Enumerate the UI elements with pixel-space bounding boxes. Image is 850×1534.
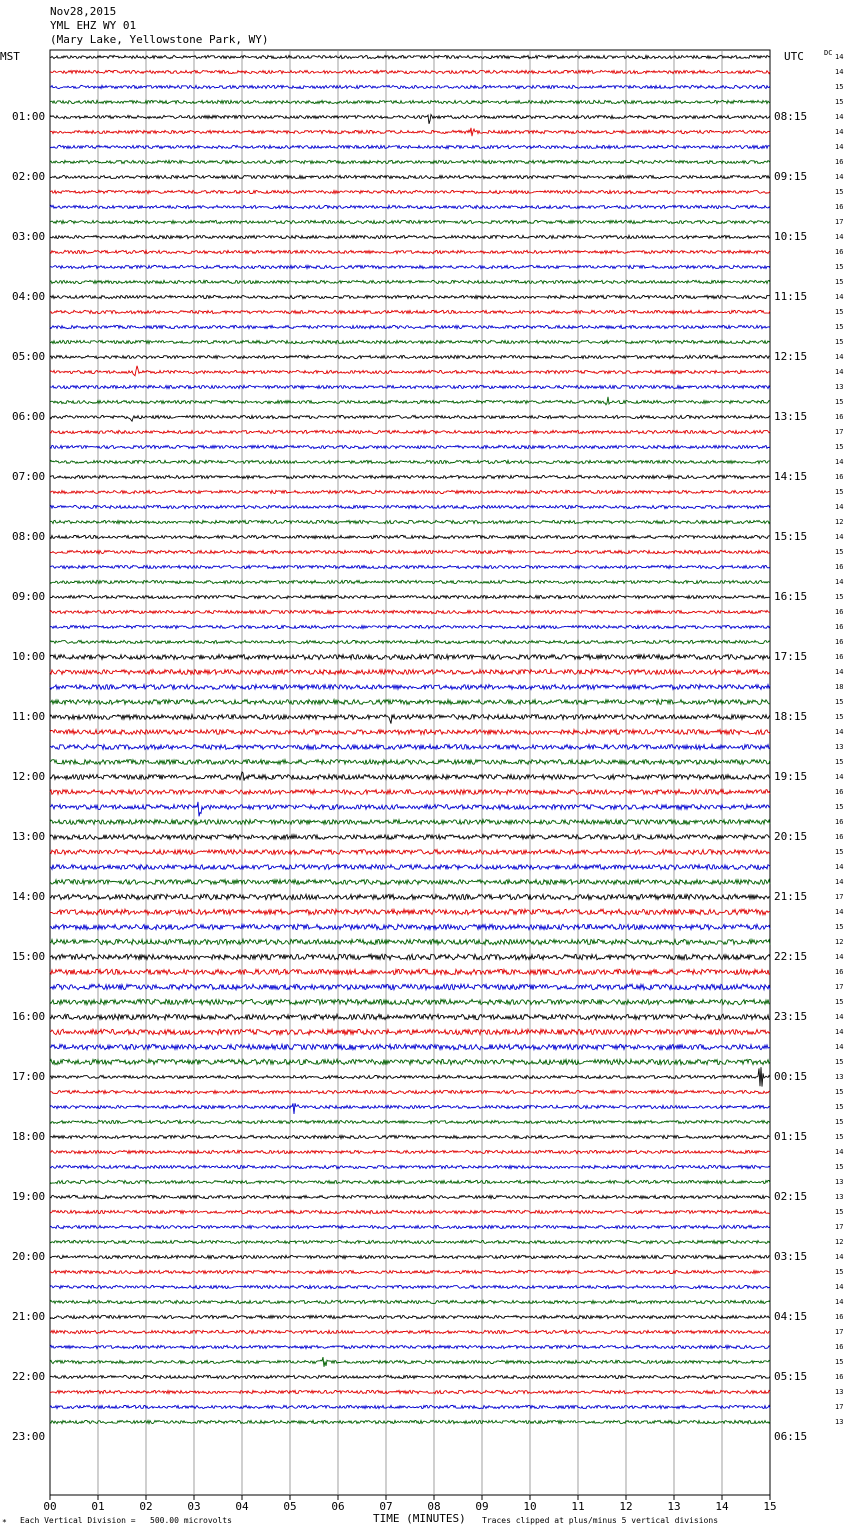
seismic-trace-14 [50, 265, 770, 268]
seismic-trace-28 [50, 475, 770, 478]
seismic-trace-74 [50, 1165, 770, 1168]
left-hour-label: 21:00 [12, 1310, 46, 1323]
right-hour-label: 22:15 [774, 950, 808, 963]
seismic-trace-85 [50, 1330, 770, 1333]
dc-offset-label: 15 [835, 698, 844, 706]
x-tick-label: 15 [763, 1500, 777, 1513]
seismic-trace-45 [50, 730, 770, 735]
right-timezone-label: UTC [784, 50, 804, 63]
dc-offset-label: 15 [835, 263, 844, 271]
seismic-trace-13 [50, 250, 770, 253]
dc-offset-label: 15 [835, 188, 844, 196]
seismic-trace-46 [50, 745, 770, 750]
seismic-trace-80 [50, 1255, 770, 1258]
seismic-trace-77 [50, 1210, 770, 1213]
seismic-trace-43 [50, 700, 770, 705]
x-tick-label: 04 [235, 1500, 249, 1513]
dc-offset-label: 16 [835, 608, 844, 616]
left-hour-label: 20:00 [12, 1250, 46, 1263]
right-hour-label: 19:15 [774, 770, 808, 783]
dc-offset-label: 16 [835, 563, 844, 571]
left-hour-label: 18:00 [12, 1130, 46, 1143]
dc-offset-label: 16 [835, 158, 844, 166]
left-hour-label: 22:00 [12, 1370, 46, 1383]
dc-offset-label: 14 [835, 1013, 844, 1021]
seismic-trace-66 [50, 1044, 770, 1049]
dc-offset-label: 15 [835, 1358, 844, 1366]
dc-offset-label: 15 [835, 443, 844, 451]
dc-offset-label: 15 [835, 1103, 844, 1111]
dc-offset-label: 17 [835, 893, 844, 901]
dc-offset-label: 14 [835, 1283, 844, 1291]
scale-note: Each Vertical Division = 500.00 microvolts [20, 1516, 232, 1525]
dc-offset-label: 14 [835, 353, 844, 361]
dc-offset-label: 14 [835, 578, 844, 586]
right-hour-label: 01:15 [774, 1130, 808, 1143]
dc-offset-label: 13 [835, 1178, 844, 1186]
seismic-trace-16 [50, 295, 770, 298]
seismic-trace-88 [50, 1375, 770, 1378]
seismic-trace-84 [50, 1315, 770, 1318]
dc-offset-label: 16 [835, 1343, 844, 1351]
seismic-trace-61 [50, 969, 770, 974]
dc-offset-label: 14 [835, 953, 844, 961]
station-location: (Mary Lake, Yellowstone Park, WY) [50, 33, 269, 46]
dc-offset-label: 15 [835, 848, 844, 856]
seismic-trace-50 [50, 802, 770, 817]
dc-offset-label: 13 [835, 743, 844, 751]
seismic-trace-2 [50, 85, 770, 88]
seismic-trace-60 [50, 954, 770, 959]
right-hour-label: 11:15 [774, 290, 808, 303]
right-hour-label: 14:15 [774, 470, 808, 483]
seismic-trace-40 [50, 655, 770, 660]
left-hour-label: 15:00 [12, 950, 46, 963]
seismic-trace-18 [50, 325, 770, 328]
right-hour-label: 21:15 [774, 890, 808, 903]
seismic-trace-5 [50, 128, 770, 136]
dc-offset-label: 14 [835, 878, 844, 886]
left-hour-label: 12:00 [12, 770, 46, 783]
left-hour-label: 13:00 [12, 830, 46, 843]
seismic-trace-17 [50, 310, 770, 313]
x-tick-label: 02 [139, 1500, 153, 1513]
right-hour-label: 03:15 [774, 1250, 808, 1263]
dc-offset-label: 15 [835, 1118, 844, 1126]
x-tick-label: 13 [667, 1500, 681, 1513]
dc-offset-label: 15 [835, 1208, 844, 1216]
seismic-trace-34 [50, 565, 770, 568]
seismic-trace-21 [50, 366, 770, 376]
station-code: YML EHZ WY 01 [50, 19, 137, 32]
seismic-trace-58 [50, 924, 770, 929]
right-hour-label: 18:15 [774, 710, 808, 723]
left-timezone-label: MST [0, 50, 20, 63]
dc-offset-label: 15 [835, 83, 844, 91]
seismic-trace-71 [50, 1120, 770, 1123]
left-hour-label: 16:00 [12, 1010, 46, 1023]
right-hour-label: 16:15 [774, 590, 808, 603]
seismic-trace-4 [50, 115, 770, 124]
dc-offset-label: 14 [835, 1298, 844, 1306]
seismic-trace-30 [50, 505, 770, 508]
dc-offset-label: 16 [835, 833, 844, 841]
dc-offset-label: 15 [835, 548, 844, 556]
left-hour-label: 03:00 [12, 230, 46, 243]
dc-offset-label: 15 [835, 923, 844, 931]
x-tick-label: 03 [187, 1500, 201, 1513]
x-axis [43, 1495, 776, 1513]
seismic-trace-27 [50, 460, 770, 463]
dc-offset-label: 14 [835, 908, 844, 916]
seismic-trace-56 [50, 894, 770, 899]
left-hour-label: 08:00 [12, 530, 46, 543]
seismic-trace-72 [50, 1135, 770, 1138]
seismic-trace-91 [50, 1420, 770, 1423]
left-hour-label: 09:00 [12, 590, 46, 603]
seismic-trace-25 [50, 430, 770, 433]
seismic-trace-86 [50, 1345, 770, 1348]
dc-offset-label: 14 [835, 113, 844, 121]
dc-offset-label: 14 [835, 1028, 844, 1036]
seismic-trace-8 [50, 175, 770, 178]
seismic-trace-37 [50, 610, 770, 613]
dc-offset-label: 16 [835, 1373, 844, 1381]
seismic-trace-7 [50, 160, 770, 163]
dc-offset-label: 14 [835, 293, 844, 301]
dc-offset-label: 16 [835, 653, 844, 661]
dc-offset-label: 15 [835, 1163, 844, 1171]
dc-offset-label: 17 [835, 428, 844, 436]
seismic-trace-67 [50, 1059, 770, 1064]
dc-offset-label: 14 [835, 773, 844, 781]
seismic-trace-38 [50, 625, 770, 628]
left-hour-label: 05:00 [12, 350, 46, 363]
seismic-trace-63 [50, 999, 770, 1004]
dc-offset-label: 14 [835, 68, 844, 76]
x-tick-label: 01 [91, 1500, 105, 1513]
dc-offset-label: 15 [835, 308, 844, 316]
seismic-trace-49 [50, 790, 770, 795]
left-hour-label: 11:00 [12, 710, 46, 723]
seismic-trace-0 [50, 55, 770, 58]
dc-offset-label: 15 [835, 998, 844, 1006]
x-tick-label: 05 [283, 1500, 297, 1513]
seismic-trace-44 [50, 715, 770, 724]
right-hour-label: 06:15 [774, 1430, 808, 1443]
x-tick-label: 08 [427, 1500, 441, 1513]
right-hour-label: 05:15 [774, 1370, 808, 1383]
seismic-trace-9 [50, 190, 770, 193]
seismic-trace-6 [50, 145, 770, 148]
x-axis-label: TIME (MINUTES) [373, 1512, 466, 1525]
seismic-trace-89 [50, 1390, 770, 1393]
seismic-trace-62 [50, 984, 770, 989]
seismic-trace-15 [50, 280, 770, 283]
left-hour-label: 04:00 [12, 290, 46, 303]
dc-offset-label: 14 [835, 1043, 844, 1051]
dc-offset-label: 16 [835, 473, 844, 481]
dc-offset-label: 15 [835, 488, 844, 496]
seismic-trace-73 [50, 1150, 770, 1153]
seismic-trace-12 [50, 235, 770, 238]
seismic-trace-79 [50, 1240, 770, 1243]
seismic-trace-87 [50, 1357, 770, 1367]
seismic-trace-32 [50, 535, 770, 538]
dc-offset-label: 14 [835, 128, 844, 136]
seismic-trace-57 [50, 909, 770, 914]
x-tick-label: 12 [619, 1500, 633, 1513]
dc-offset-label: 17 [835, 218, 844, 226]
left-hour-label: 01:00 [12, 110, 46, 123]
seismic-trace-90 [50, 1405, 770, 1408]
dc-offset-label: 14 [835, 728, 844, 736]
dc-offset-label: 13 [835, 1073, 844, 1081]
dc-offset-label: 14 [835, 668, 844, 676]
seismic-trace-39 [50, 640, 770, 643]
dc-offset-label: 14 [835, 1253, 844, 1261]
right-hour-label: 00:15 [774, 1070, 808, 1083]
dc-offset-label: 14 [835, 1148, 844, 1156]
left-hour-label: 02:00 [12, 170, 46, 183]
seismic-trace-65 [50, 1029, 770, 1034]
dc-offset-label: 14 [835, 533, 844, 541]
plot-date: Nov28,2015 [50, 5, 117, 18]
left-hour-label: 23:00 [12, 1430, 46, 1443]
left-hour-label: 06:00 [12, 410, 46, 423]
right-hour-label: 12:15 [774, 350, 808, 363]
seismic-traces [50, 55, 770, 1423]
seismic-trace-69 [50, 1090, 770, 1093]
clip-note: Traces clipped at plus/minus 5 vertical divisions [482, 1516, 719, 1525]
dc-offset-label: 15 [835, 758, 844, 766]
seismic-trace-51 [50, 820, 770, 825]
x-tick-label: 10 [523, 1500, 537, 1513]
seismic-trace-54 [50, 865, 770, 870]
seismic-trace-59 [50, 939, 770, 944]
dc-offset-label: 16 [835, 638, 844, 646]
right-hour-label: 02:15 [774, 1190, 808, 1203]
dc-offset-label: 18 [835, 683, 844, 691]
seismic-trace-23 [50, 397, 770, 405]
dc-offset-label: 14 [835, 458, 844, 466]
seismic-trace-26 [50, 445, 770, 448]
seismic-trace-31 [50, 520, 770, 523]
seismic-trace-83 [50, 1300, 770, 1303]
x-tick-label: 07 [379, 1500, 393, 1513]
x-tick-label: 09 [475, 1500, 489, 1513]
dc-offset-label: 14 [835, 863, 844, 871]
seismic-trace-42 [50, 685, 770, 690]
seismic-trace-3 [50, 100, 770, 103]
seismic-trace-70 [50, 1103, 770, 1114]
x-tick-label: 00 [43, 1500, 57, 1513]
right-hour-label: 13:15 [774, 410, 808, 423]
seismic-trace-82 [50, 1285, 770, 1288]
dc-offset-label: 17 [835, 1403, 844, 1411]
seismic-trace-41 [50, 670, 770, 675]
footer-mark: * [2, 1518, 7, 1527]
dc-offset-label: 12 [835, 1238, 844, 1246]
seismic-trace-64 [50, 1014, 770, 1019]
dc-offset-label: 13 [835, 383, 844, 391]
dc-offset-label: 15 [835, 338, 844, 346]
dc-offset-label: 13 [835, 1193, 844, 1201]
seismic-trace-68 [50, 1067, 770, 1086]
seismic-trace-75 [50, 1180, 770, 1183]
dc-offset-label: 13 [835, 1388, 844, 1396]
seismic-trace-48 [50, 772, 770, 781]
seismic-trace-47 [50, 760, 770, 765]
seismic-trace-19 [50, 340, 770, 343]
dc-offset-label: 15 [835, 1058, 844, 1066]
right-hour-label: 08:15 [774, 110, 808, 123]
seismic-trace-33 [50, 550, 770, 553]
seismic-trace-1 [50, 70, 770, 73]
dc-offset-label: 14 [835, 53, 844, 61]
dc-offset-label: 14 [835, 233, 844, 241]
dc-offset-label: 15 [835, 98, 844, 106]
seismic-trace-24 [50, 415, 770, 421]
dc-offset-label: 16 [835, 818, 844, 826]
seismic-trace-20 [50, 355, 770, 358]
dc-offset-label: 16 [835, 248, 844, 256]
dc-offset-label: 15 [835, 1268, 844, 1276]
seismic-trace-53 [50, 850, 770, 855]
right-hour-label: 10:15 [774, 230, 808, 243]
seismic-trace-22 [50, 385, 770, 388]
dc-offset-label: 15 [835, 713, 844, 721]
seismic-trace-29 [50, 490, 770, 493]
dc-offset-label: 16 [835, 788, 844, 796]
right-hour-label: 04:15 [774, 1310, 808, 1323]
left-hour-label: 07:00 [12, 470, 46, 483]
seismic-trace-81 [50, 1270, 770, 1273]
right-hour-label: 09:15 [774, 170, 808, 183]
dc-offset-label: 15 [835, 323, 844, 331]
seismic-trace-52 [50, 835, 770, 840]
dc-offset-label: 16 [835, 623, 844, 631]
dc-offset-label: 16 [835, 203, 844, 211]
dc-offset-label: 14 [835, 143, 844, 151]
dc-offset-label: 16 [835, 968, 844, 976]
seismic-trace-78 [50, 1225, 770, 1228]
seismic-trace-55 [50, 880, 770, 885]
dc-offset-label: 14 [835, 503, 844, 511]
left-hour-label: 14:00 [12, 890, 46, 903]
dc-offset-label: 14 [835, 173, 844, 181]
left-hour-label: 10:00 [12, 650, 46, 663]
right-hour-label: 17:15 [774, 650, 808, 663]
seismic-trace-76 [50, 1195, 770, 1198]
dc-offset-label: 12 [835, 938, 844, 946]
left-hour-label: 19:00 [12, 1190, 46, 1203]
seismic-trace-36 [50, 595, 770, 598]
left-hour-label: 17:00 [12, 1070, 46, 1083]
dc-offset-label: 15 [835, 398, 844, 406]
dc-offset-label: 15 [835, 593, 844, 601]
right-hour-label: 23:15 [774, 1010, 808, 1023]
x-tick-label: 11 [571, 1500, 585, 1513]
dc-offset-label: 15 [835, 1133, 844, 1141]
x-tick-label: 06 [331, 1500, 345, 1513]
dc-offset-label: 16 [835, 1313, 844, 1321]
right-hour-label: 15:15 [774, 530, 808, 543]
seismic-trace-10 [50, 205, 770, 208]
dc-offset-label: 12 [835, 518, 844, 526]
dc-offset-label: 17 [835, 983, 844, 991]
dc-offset-label: 17 [835, 1223, 844, 1231]
dc-offset-label: 16 [835, 413, 844, 421]
dc-offset-label: 17 [835, 1328, 844, 1336]
dc-offset-label: 13 [835, 1418, 844, 1426]
seismic-trace-35 [50, 580, 770, 583]
dc-offset-label: 15 [835, 1088, 844, 1096]
right-hour-label: 20:15 [774, 830, 808, 843]
dc-offset-header: DC [824, 49, 833, 57]
dc-offset-label: 15 [835, 803, 844, 811]
dc-offset-label: 15 [835, 278, 844, 286]
dc-offset-label: 14 [835, 368, 844, 376]
seismic-trace-11 [50, 220, 770, 223]
x-tick-label: 14 [715, 1500, 729, 1513]
